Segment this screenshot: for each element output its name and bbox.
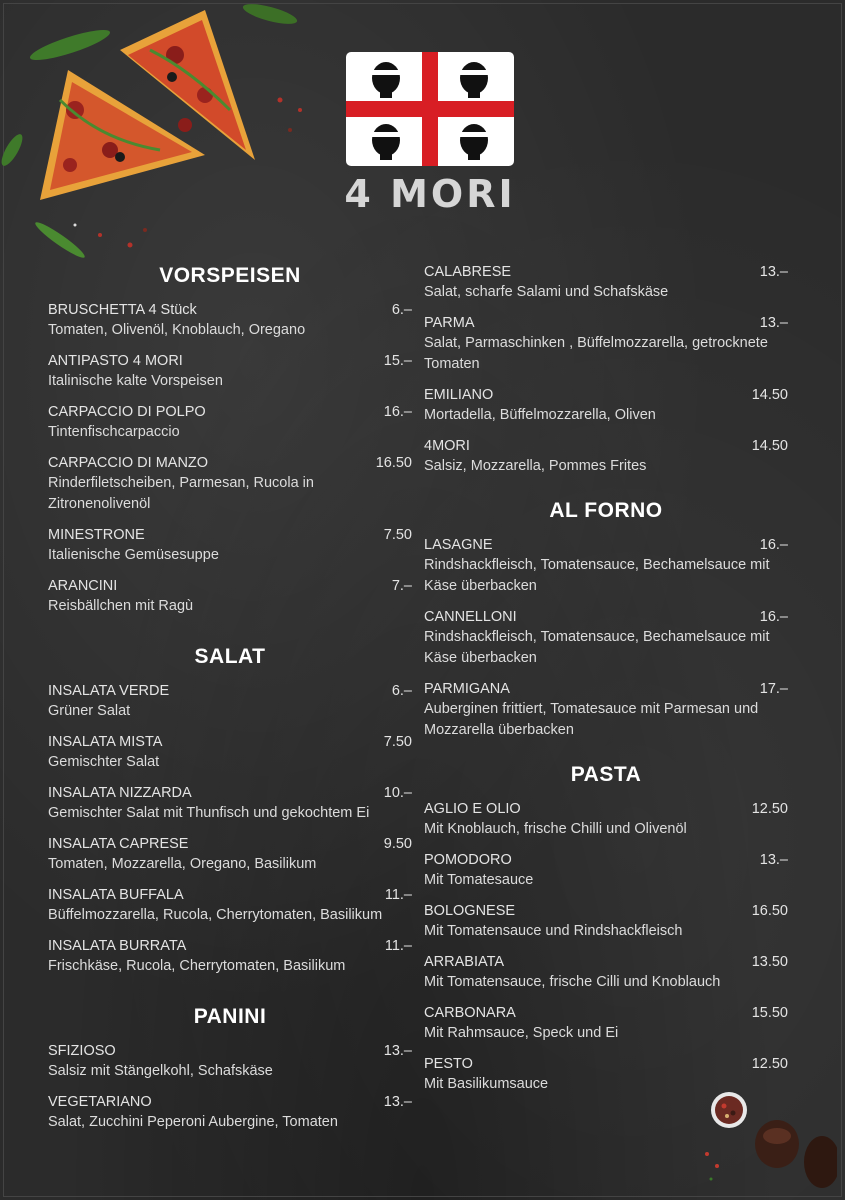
- item-description: Rinderfiletscheiben, Parmesan, Rucola in Zitronenolivenöl: [48, 475, 314, 512]
- spices-decoration-image: [697, 1084, 837, 1194]
- menu-item: [424, 385, 788, 426]
- restaurant-name: 4 MORI: [344, 172, 516, 216]
- item-description: Tomaten, Olivenöl, Knoblauch, Oregano: [48, 322, 306, 338]
- item-price: 15.50: [751, 1005, 788, 1021]
- item-description: Mortadella, Büffelmozzarella, Oliven: [424, 407, 656, 423]
- item-name: CARPACCIO DI MANZO: [48, 455, 209, 471]
- item-description: Mit Knoblauch, frische Chilli und Olivenöl: [424, 821, 687, 837]
- item-description: Salsiz, Mozzarella, Pommes Frites: [424, 458, 647, 474]
- item-description: Salat, Parmaschinken , Büffelmozzarella, getrocknete Tomaten: [424, 335, 768, 372]
- item-name: BRUSCHETTA 4 Stück: [48, 302, 197, 318]
- item-description: Mit Rahmsauce, Speck und Ei: [424, 1025, 619, 1041]
- item-price: 6.–: [391, 683, 412, 699]
- item-price: 16.–: [759, 609, 788, 625]
- item-name: VEGETARIANO: [48, 1094, 152, 1110]
- menu-item: [424, 1003, 788, 1044]
- item-name: INSALATA NIZZARDA: [48, 785, 192, 801]
- item-price: 7.50: [383, 527, 412, 543]
- menu-section: [48, 262, 412, 617]
- menu-item: [48, 525, 412, 566]
- menu-item: [48, 732, 412, 773]
- item-description: Grüner Salat: [48, 703, 131, 719]
- item-description: Rindshackfleisch, Tomatensauce, Bechamelsauce mit Käse überbacken: [424, 629, 770, 666]
- menu-item: [48, 1041, 412, 1082]
- menu-column-left: [48, 262, 412, 1143]
- item-name: ANTIPASTO 4 MORI: [48, 353, 183, 369]
- item-name: EMILIANO: [424, 387, 494, 403]
- item-name: POMODORO: [424, 852, 512, 868]
- section-title: VORSPEISEN: [159, 264, 301, 287]
- item-description: Gemischter Salat: [48, 754, 160, 770]
- four-moors-flag-icon: [346, 52, 514, 166]
- item-price: 16.–: [759, 537, 788, 553]
- item-description: Frischkäse, Rucola, Cherrytomaten, Basilikum: [48, 958, 346, 974]
- item-description: Italienische Gemüsesuppe: [48, 547, 219, 563]
- item-name: LASAGNE: [424, 537, 493, 553]
- menu-column-right: [424, 262, 788, 1105]
- section-title: PASTA: [570, 763, 642, 786]
- item-price: 7.50: [383, 734, 412, 750]
- item-price: 15.–: [383, 353, 412, 369]
- item-price: 14.50: [751, 438, 788, 454]
- menu-item: [424, 799, 788, 840]
- item-description: Tomaten, Mozzarella, Oregano, Basilikum: [48, 856, 317, 872]
- section-title: PANINI: [193, 1005, 267, 1028]
- item-name: PESTO: [424, 1056, 473, 1072]
- item-price: 16.–: [383, 404, 412, 420]
- item-price: 14.50: [751, 387, 788, 403]
- menu-item: [48, 300, 412, 341]
- menu-item: [48, 936, 412, 977]
- section-title: AL FORNO: [549, 499, 663, 522]
- item-price: 11.–: [384, 887, 412, 903]
- item-name: AGLIO E OLIO: [424, 801, 521, 817]
- menu-section: [48, 643, 412, 977]
- item-description: Tintenfischcarpaccio: [48, 424, 180, 440]
- item-price: 13.–: [759, 315, 788, 331]
- menu-item: [48, 453, 412, 515]
- item-name: INSALATA VERDE: [48, 683, 170, 699]
- item-name: CARBONARA: [424, 1005, 516, 1021]
- item-name: CARPACCIO DI POLPO: [48, 404, 206, 420]
- menu-item: [424, 262, 788, 303]
- menu-item: [424, 952, 788, 993]
- item-price: 13.–: [383, 1043, 412, 1059]
- section-title: SALAT: [194, 645, 266, 668]
- item-description: Salat, scharfe Salami und Schafskäse: [424, 284, 669, 300]
- item-price: 13.50: [751, 954, 788, 970]
- menu-item: [48, 1092, 412, 1133]
- item-description: Italinische kalte Vorspeisen: [48, 373, 223, 389]
- menu-item: [48, 834, 412, 875]
- menu-item: [48, 351, 412, 392]
- item-description: Salat, Zucchini Peperoni Aubergine, Tomaten: [48, 1114, 338, 1130]
- menu-section: [424, 497, 788, 741]
- menu-item: [424, 850, 788, 891]
- item-price: 7.–: [391, 578, 412, 594]
- item-description: Büffelmozzarella, Rucola, Cherrytomaten, Basilikum: [48, 907, 383, 923]
- menu-item: [424, 901, 788, 942]
- item-description: Mit Tomatensauce, frische Cilli und Knoblauch: [424, 974, 721, 990]
- menu-item: [48, 783, 412, 824]
- item-name: INSALATA CAPRESE: [48, 836, 189, 852]
- item-price: 12.50: [751, 801, 788, 817]
- item-description: Salsiz mit Stängelkohl, Schafskäse: [48, 1063, 273, 1079]
- menu-section: [424, 761, 788, 1095]
- menu-item: [48, 576, 412, 617]
- item-price: 16.50: [751, 903, 788, 919]
- item-description: Gemischter Salat mit Thunfisch und gekochtem Ei: [48, 805, 370, 821]
- menu-section: [424, 262, 788, 477]
- item-name: ARRABIATA: [424, 954, 505, 970]
- item-name: 4MORI: [424, 438, 470, 454]
- menu-section: [48, 1003, 412, 1133]
- menu-item: [48, 681, 412, 722]
- item-name: BOLOGNESE: [424, 903, 516, 919]
- item-price: 12.50: [751, 1056, 788, 1072]
- menu-item: [48, 885, 412, 926]
- menu-item: [424, 535, 788, 597]
- item-price: 13.–: [759, 852, 788, 868]
- item-price: 6.–: [391, 302, 412, 318]
- item-description: Rindshackfleisch, Tomatensauce, Bechamelsauce mit Käse überbacken: [424, 557, 770, 594]
- item-price: 13.–: [759, 264, 788, 280]
- menu-item: [424, 436, 788, 477]
- item-price: 9.50: [383, 836, 412, 852]
- item-price: 17.–: [759, 681, 788, 697]
- item-name: CALABRESE: [424, 264, 512, 280]
- item-name: PARMIGANA: [424, 681, 510, 697]
- pizza-slices-image: [0, 0, 320, 280]
- item-price: 10.–: [383, 785, 412, 801]
- item-price: 13.–: [383, 1094, 412, 1110]
- item-name: INSALATA MISTA: [48, 734, 163, 750]
- item-name: ARANCINI: [48, 578, 118, 594]
- item-description: Auberginen frittiert, Tomatesauce mit Parmesan und Mozzarella überbacken: [424, 701, 759, 738]
- menu-item: [48, 402, 412, 443]
- item-description: Mit Tomatesauce: [424, 872, 534, 888]
- item-name: MINESTRONE: [48, 527, 145, 543]
- item-price: 11.–: [384, 938, 412, 954]
- item-description: Mit Tomatensauce und Rindshackfleisch: [424, 923, 683, 939]
- item-name: INSALATA BUFFALA: [48, 887, 184, 903]
- menu-item: [424, 313, 788, 375]
- item-name: SFIZIOSO: [48, 1043, 116, 1059]
- item-name: INSALATA BURRATA: [48, 938, 187, 954]
- item-price: 16.50: [375, 455, 412, 471]
- item-description: Reisbällchen mit Ragù: [48, 598, 194, 614]
- item-name: CANNELLONI: [424, 609, 517, 625]
- item-description: Mit Basilikumsauce: [424, 1076, 549, 1092]
- menu-item: [424, 679, 788, 741]
- item-name: PARMA: [424, 315, 475, 331]
- menu-item: [424, 607, 788, 669]
